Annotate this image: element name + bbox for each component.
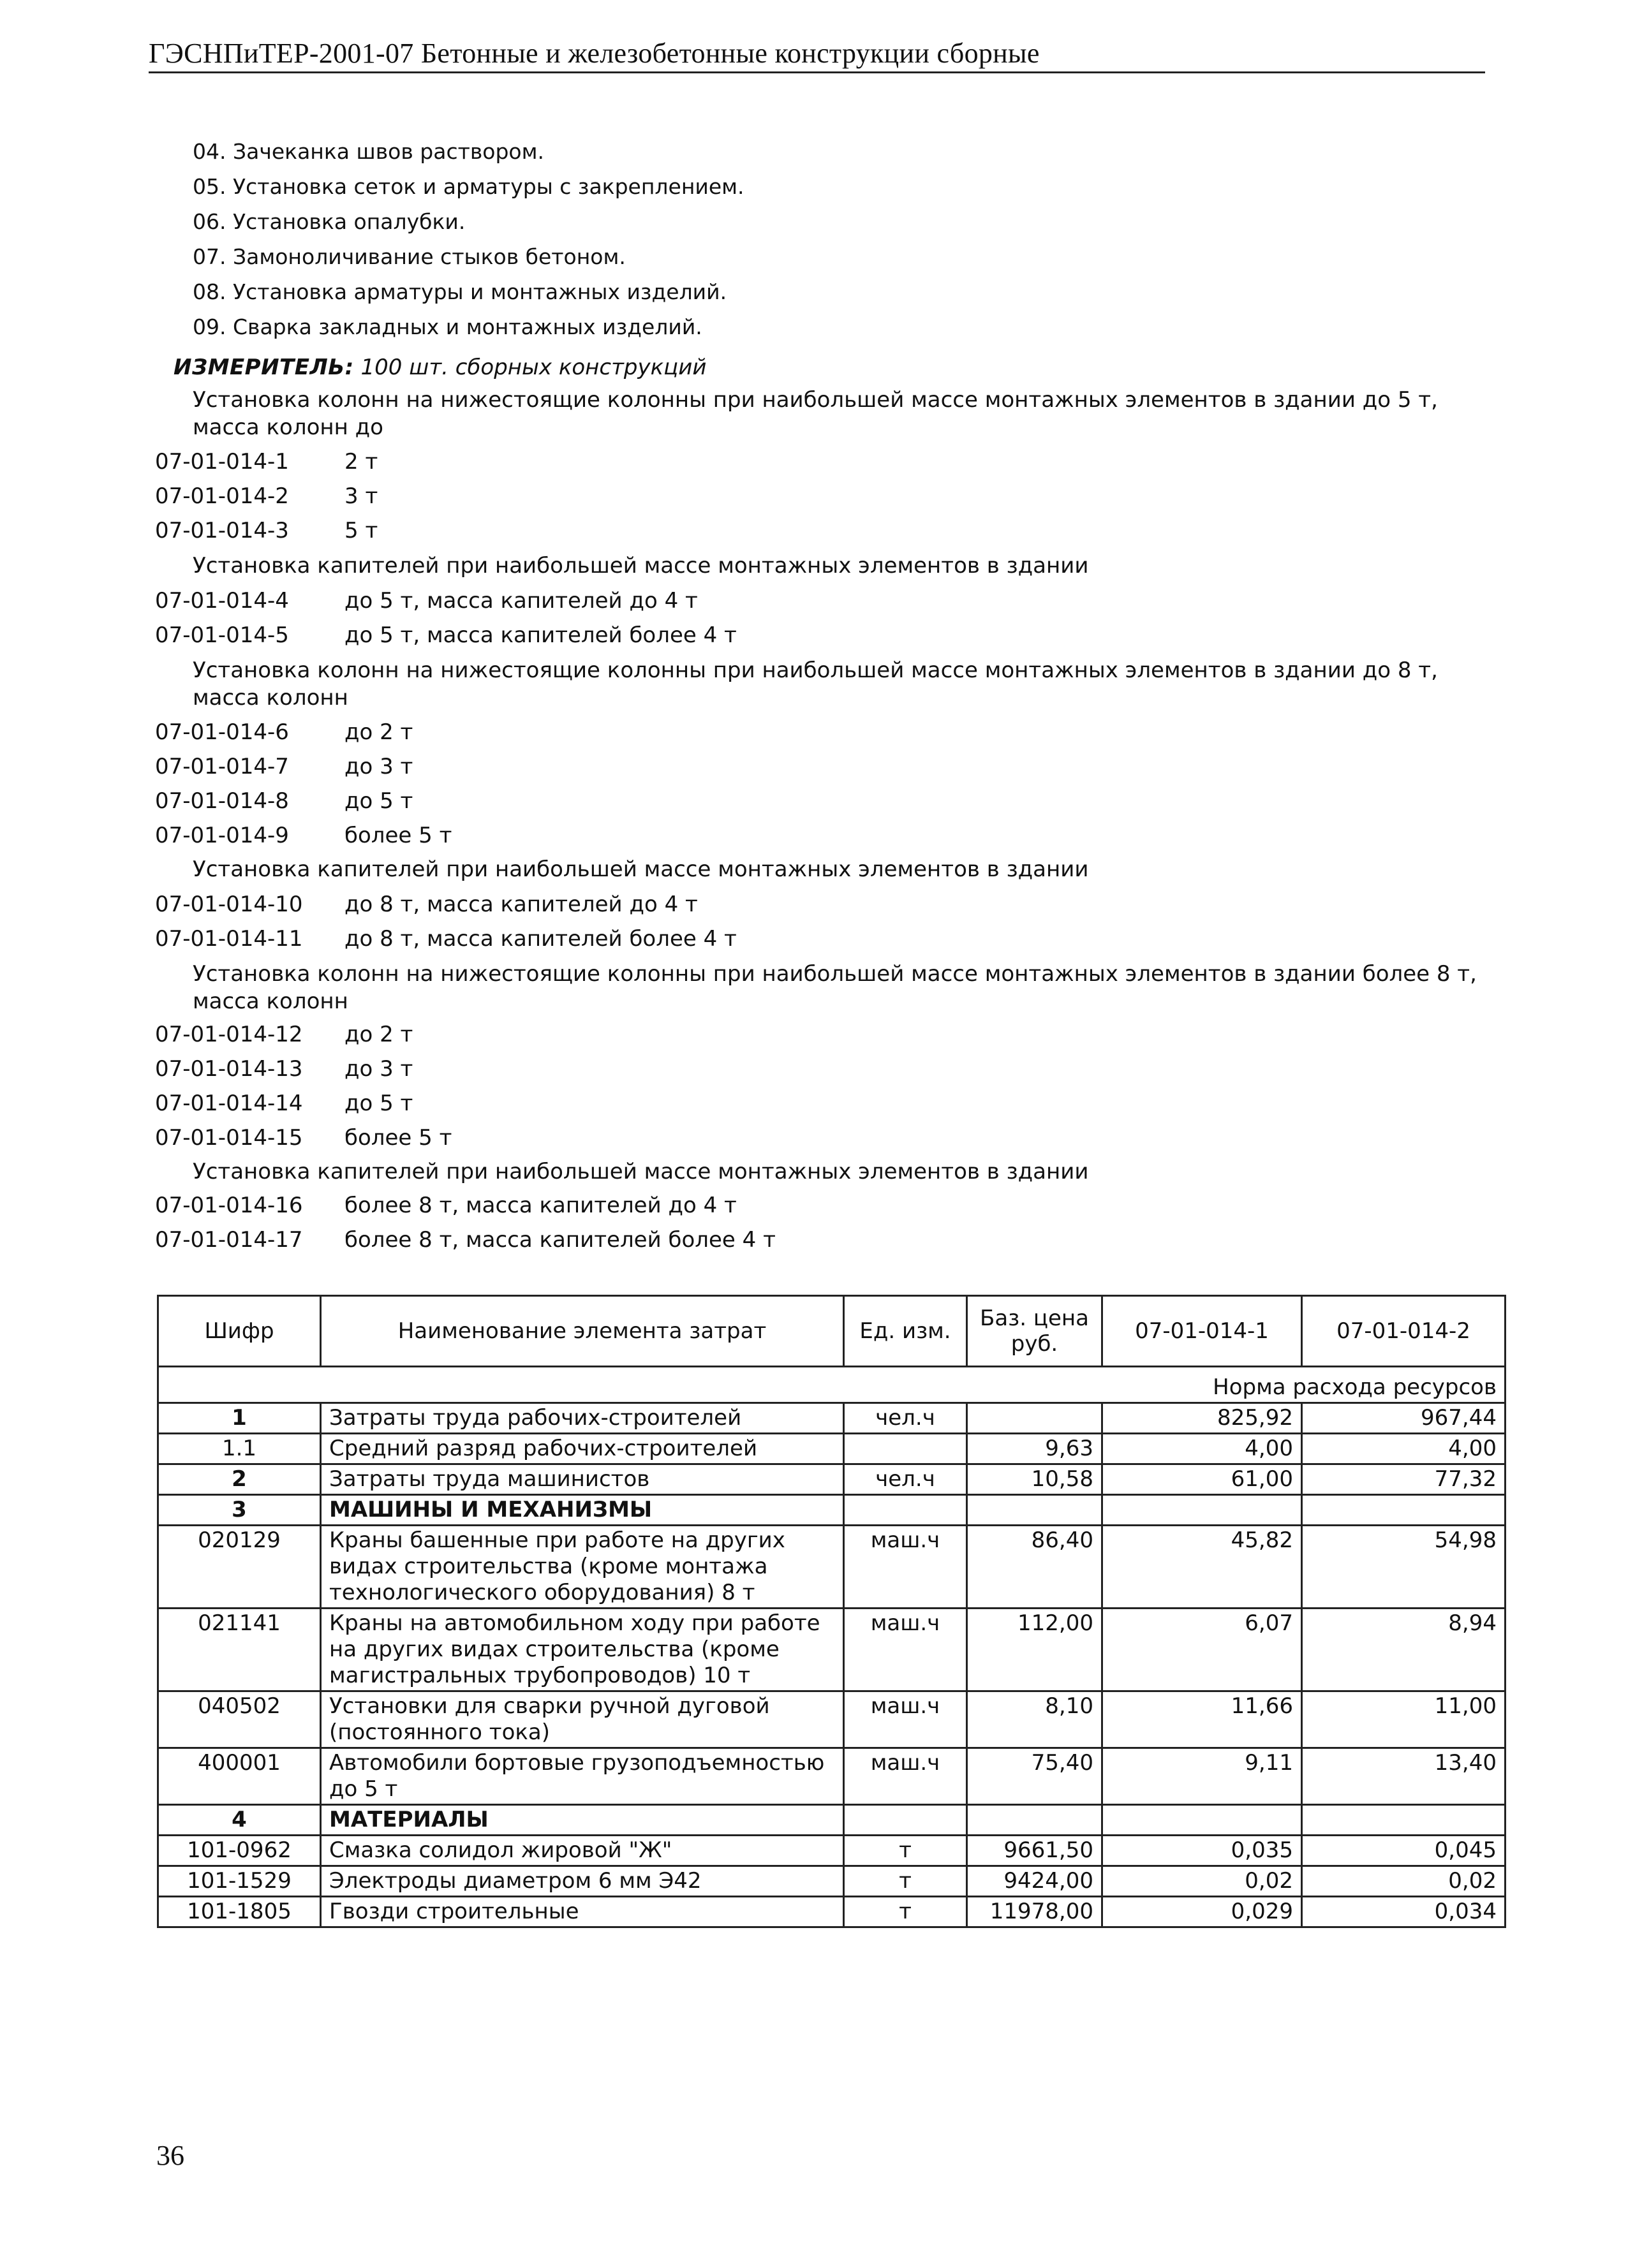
col-header-norm-1: 07-01-014-1 — [1102, 1296, 1302, 1367]
col-header-norm-2: 07-01-014-2 — [1302, 1296, 1506, 1367]
cell-name: Автомобили бортовые грузоподъемностью до 5 т — [321, 1748, 844, 1805]
code-text: до 5 т — [344, 788, 413, 814]
table-row — [158, 1866, 1506, 1897]
cell-code: 020129 — [158, 1526, 321, 1609]
code: 07-01-014-13 — [155, 1056, 303, 1082]
measure-label: ИЗМЕРИТЕЛЬ: — [174, 355, 354, 380]
operation-item: 04. Зачеканка швов раствором. — [193, 139, 544, 164]
table-row — [158, 1464, 1506, 1495]
cell-unit: маш.ч — [844, 1691, 967, 1748]
group-heading: Установка колонн на нижестоящие колонны при наибольшей массе монтажных элементов в здании более 8 т, масса колонн — [193, 961, 1477, 1014]
cell-name: Гвозди строительные — [321, 1897, 844, 1927]
cell-norm-2: 77,32 — [1302, 1464, 1506, 1495]
code: 07-01-014-15 — [155, 1125, 303, 1151]
section-title: МАШИНЫ И МЕХАНИЗМЫ — [321, 1495, 844, 1526]
code-line — [155, 449, 378, 475]
cell-name: Установки для сварки ручной дуговой (постоянного тока) — [321, 1691, 844, 1748]
code: 07-01-014-8 — [155, 788, 289, 814]
cell-norm-1 — [1102, 1495, 1302, 1526]
cell-code: 400001 — [158, 1748, 321, 1805]
resource-table — [157, 1295, 1506, 1928]
cell-norm-1: 0,029 — [1102, 1897, 1302, 1927]
table-row — [158, 1526, 1506, 1609]
code: 07-01-014-14 — [155, 1091, 303, 1116]
code: 07-01-014-2 — [155, 483, 289, 509]
code-text: до 5 т — [344, 1091, 413, 1116]
cell-norm-1 — [1102, 1805, 1302, 1836]
code-line — [155, 788, 413, 814]
code-line — [155, 892, 698, 917]
cell-norm-1: 61,00 — [1102, 1464, 1302, 1495]
code: 07-01-014-12 — [155, 1022, 303, 1047]
cell-name: Электроды диаметром 6 мм Э42 — [321, 1866, 844, 1897]
cell-code: 021141 — [158, 1609, 321, 1691]
cell-norm-1: 4,00 — [1102, 1434, 1302, 1464]
code: 07-01-014-1 — [155, 449, 289, 475]
cell-norm-1: 6,07 — [1102, 1609, 1302, 1691]
code-text: 3 т — [344, 483, 378, 509]
code-line — [155, 622, 737, 648]
cell-name: Затраты труда машинистов — [321, 1464, 844, 1495]
operation-item: 09. Сварка закладных и монтажных изделий. — [193, 314, 702, 339]
group-heading: Установка капителей при наибольшей массе монтажных элементов в здании — [193, 1159, 1089, 1184]
col-header-price: Баз. цена руб. — [967, 1296, 1102, 1367]
cell-price: 11978,00 — [967, 1897, 1102, 1927]
table-row — [158, 1691, 1506, 1748]
page-number: 36 — [156, 2140, 184, 2171]
operation-item: 07. Замоноличивание стыков бетоном. — [193, 244, 626, 269]
code-text: до 3 т — [344, 1056, 413, 1082]
cell-norm-1: 825,92 — [1102, 1403, 1302, 1434]
col-header-code: Шифр — [158, 1296, 321, 1367]
cell-norm-2: 0,02 — [1302, 1866, 1506, 1897]
cell-price: 9,63 — [967, 1434, 1102, 1464]
page-header: ГЭСНПиТЕР-2001-07 Бетонные и железобетонные конструкции сборные — [149, 35, 1485, 73]
cell-unit: т — [844, 1897, 967, 1927]
cell-code: 3 — [158, 1495, 321, 1526]
code-text: до 2 т — [344, 719, 413, 745]
cell-norm-2: 11,00 — [1302, 1691, 1506, 1748]
code-text: более 8 т, масса капителей до 4 т — [344, 1193, 737, 1218]
code-line — [155, 518, 378, 543]
table-row — [158, 1836, 1506, 1866]
code-text: до 8 т, масса капителей более 4 т — [344, 926, 737, 952]
cell-code: 101-1529 — [158, 1866, 321, 1897]
group-heading: Установка колонн на нижестоящие колонны при наибольшей массе монтажных элементов в здании до 5 т, масса колонн до — [193, 387, 1438, 440]
norm-label-row — [158, 1367, 1506, 1403]
cell-name: Краны на автомобильном ходу при работе на других видах строительства (кроме магистральных трубопроводов) 10 т — [321, 1609, 844, 1691]
table-row — [158, 1609, 1506, 1691]
code: 07-01-014-3 — [155, 518, 289, 543]
code-text: 2 т — [344, 449, 378, 475]
section-title: МАТЕРИАЛЫ — [321, 1805, 844, 1836]
cell-unit: маш.ч — [844, 1609, 967, 1691]
cell-unit: маш.ч — [844, 1526, 967, 1609]
cell-code: 2 — [158, 1464, 321, 1495]
cell-norm-2 — [1302, 1495, 1506, 1526]
code-line — [155, 1091, 413, 1116]
group-heading: Установка капителей при наибольшей массе монтажных элементов в здании — [193, 553, 1089, 578]
code-line — [155, 719, 413, 745]
code-line — [155, 1227, 776, 1253]
measure-line — [174, 355, 706, 380]
cell-unit — [844, 1434, 967, 1464]
code-text: до 5 т, масса капителей до 4 т — [344, 588, 698, 614]
code-line — [155, 926, 737, 952]
operations-list — [193, 134, 744, 344]
cell-norm-2: 967,44 — [1302, 1403, 1506, 1434]
cell-code: 101-0962 — [158, 1836, 321, 1866]
table-row — [158, 1434, 1506, 1464]
code-text: более 5 т — [344, 1125, 452, 1151]
code-line — [155, 1056, 413, 1082]
code: 07-01-014-17 — [155, 1227, 303, 1253]
code-line — [155, 1193, 737, 1218]
code-line — [155, 483, 378, 509]
code-text: более 8 т, масса капителей более 4 т — [344, 1227, 776, 1253]
cell-price — [967, 1805, 1102, 1836]
cell-norm-1: 0,035 — [1102, 1836, 1302, 1866]
operation-item: 05. Установка сеток и арматуры с закреплением. — [193, 174, 744, 199]
cell-unit — [844, 1805, 967, 1836]
code-text: до 2 т — [344, 1022, 413, 1047]
cell-unit: чел.ч — [844, 1464, 967, 1495]
cell-code: 1 — [158, 1403, 321, 1434]
col-header-name: Наименование элемента затрат — [321, 1296, 844, 1367]
table-header-row — [158, 1296, 1506, 1367]
cell-norm-2: 13,40 — [1302, 1748, 1506, 1805]
cell-norm-2: 8,94 — [1302, 1609, 1506, 1691]
code-text: до 3 т — [344, 754, 413, 779]
code-text: 5 т — [344, 518, 378, 543]
code: 07-01-014-11 — [155, 926, 303, 952]
cell-price: 75,40 — [967, 1748, 1102, 1805]
code-line — [155, 1022, 413, 1047]
cell-code: 101-1805 — [158, 1897, 321, 1927]
cell-name: Краны башенные при работе на других видах строительства (кроме монтажа технологического оборудования) 8 т — [321, 1526, 844, 1609]
cell-unit: т — [844, 1866, 967, 1897]
section-row — [158, 1805, 1506, 1836]
cell-norm-1: 9,11 — [1102, 1748, 1302, 1805]
code: 07-01-014-6 — [155, 719, 289, 745]
operation-item: 08. Установка арматуры и монтажных изделий. — [193, 279, 727, 304]
measure-value: 100 шт. сборных конструкций — [360, 355, 707, 380]
cell-unit: маш.ч — [844, 1748, 967, 1805]
col-header-unit: Ед. изм. — [844, 1296, 967, 1367]
cell-price — [967, 1403, 1102, 1434]
group-heading: Установка капителей при наибольшей массе монтажных элементов в здании — [193, 857, 1089, 882]
norm-label: Норма расхода ресурсов — [158, 1367, 1506, 1403]
cell-norm-1: 0,02 — [1102, 1866, 1302, 1897]
code: 07-01-014-9 — [155, 823, 289, 848]
cell-unit: чел.ч — [844, 1403, 967, 1434]
code: 07-01-014-4 — [155, 588, 289, 614]
table-row — [158, 1403, 1506, 1434]
cell-name: Средний разряд рабочих-строителей — [321, 1434, 844, 1464]
cell-name: Смазка солидол жировой "Ж" — [321, 1836, 844, 1866]
cell-norm-2: 54,98 — [1302, 1526, 1506, 1609]
group-heading: Установка колонн на нижестоящие колонны при наибольшей массе монтажных элементов в здании до 8 т, масса колонн — [193, 658, 1438, 711]
table-row — [158, 1748, 1506, 1805]
code-text: до 8 т, масса капителей до 4 т — [344, 892, 698, 917]
code: 07-01-014-10 — [155, 892, 303, 917]
cell-name: Затраты труда рабочих-строителей — [321, 1403, 844, 1434]
cell-norm-2: 0,045 — [1302, 1836, 1506, 1866]
cell-norm-1: 45,82 — [1102, 1526, 1302, 1609]
operation-item: 06. Установка опалубки. — [193, 209, 466, 234]
cell-code: 1.1 — [158, 1434, 321, 1464]
cell-unit: т — [844, 1836, 967, 1866]
section-row — [158, 1495, 1506, 1526]
cell-price: 8,10 — [967, 1691, 1102, 1748]
cell-price: 9661,50 — [967, 1836, 1102, 1866]
cell-code: 4 — [158, 1805, 321, 1836]
code: 07-01-014-16 — [155, 1193, 303, 1218]
cell-code: 040502 — [158, 1691, 321, 1748]
cell-norm-2: 4,00 — [1302, 1434, 1506, 1464]
code-line — [155, 1125, 452, 1151]
cell-norm-1: 11,66 — [1102, 1691, 1302, 1748]
cell-price: 10,58 — [967, 1464, 1102, 1495]
code: 07-01-014-5 — [155, 622, 289, 648]
code-line — [155, 588, 698, 614]
cell-price: 112,00 — [967, 1609, 1102, 1691]
code-text: до 5 т, масса капителей более 4 т — [344, 622, 737, 648]
cell-price — [967, 1495, 1102, 1526]
cell-norm-2 — [1302, 1805, 1506, 1836]
table-row — [158, 1897, 1506, 1927]
code-line — [155, 754, 413, 779]
cell-norm-2: 0,034 — [1302, 1897, 1506, 1927]
cell-unit — [844, 1495, 967, 1526]
code-text: более 5 т — [344, 823, 452, 848]
code: 07-01-014-7 — [155, 754, 289, 779]
cell-price: 86,40 — [967, 1526, 1102, 1609]
code-line — [155, 823, 452, 848]
cell-price: 9424,00 — [967, 1866, 1102, 1897]
